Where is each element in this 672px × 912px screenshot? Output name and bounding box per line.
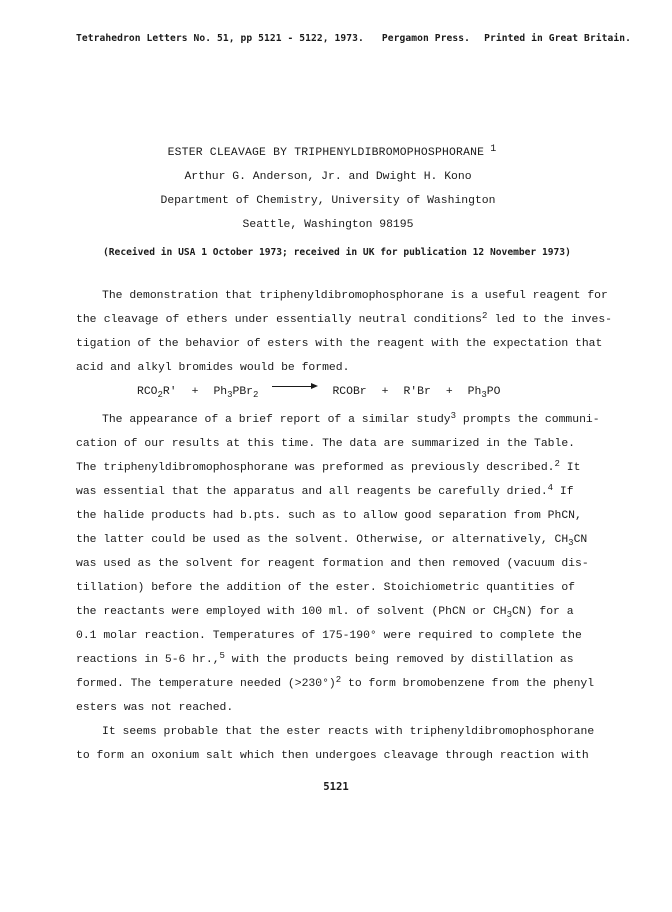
plus-sign: + bbox=[381, 386, 389, 398]
publisher: Pergamon Press. bbox=[381, 33, 471, 44]
received-dates: (Received in USA 1 October 1973; received in UK for publication 12 November 1973) bbox=[103, 247, 571, 258]
journal-header bbox=[76, 33, 631, 44]
reaction-arrow-icon bbox=[272, 381, 318, 391]
citation-ref: 4 bbox=[547, 483, 554, 493]
text-line: The appearance of a brief report of a similar study$^3$ prompts the communi- bbox=[102, 411, 600, 426]
affiliation-department: Department of Chemistry, University of Washington bbox=[160, 195, 496, 207]
text-line: esters was not reached. bbox=[76, 702, 234, 714]
text-line: The triphenyldibromophosphorane was preformed as previously described.$^2$ It bbox=[76, 459, 581, 474]
text-line: was essential that the apparatus and all reagents be carefully dried.$^4$ If bbox=[76, 483, 574, 498]
plus-sign: + bbox=[445, 386, 453, 398]
authors: Arthur G. Anderson, Jr. and Dwight H. Kono bbox=[184, 171, 472, 183]
reactant-ester: $RCO_2R'$ bbox=[137, 386, 177, 400]
affiliation-location: Seattle, Washington 98195 bbox=[242, 219, 414, 231]
text-line: the reactants were employed with 100 ml. of solvent (PhCN or $CH_3CN$) for a bbox=[76, 606, 574, 620]
citation-ref: 3 bbox=[450, 411, 457, 421]
product-alkyl-bromide: R'Br bbox=[403, 386, 431, 398]
citation-ref: 2 bbox=[554, 459, 560, 469]
title-text: ESTER CLEAVAGE BY TRIPHENYLDIBROMOPHOSPHORANE bbox=[167, 147, 485, 159]
product-phosphine-oxide: $Ph_3PO$ bbox=[467, 386, 501, 400]
title-footnote: 1 bbox=[490, 144, 497, 155]
text-line: the halide products had b.pts. such as to allow good separation from PhCN, bbox=[76, 510, 582, 522]
text-line: tigation of the behavior of esters with the reagent with the expectation that bbox=[76, 338, 603, 350]
reactant-phosphorane: $Ph_3PBr_2$ bbox=[213, 386, 259, 400]
reaction-equation bbox=[137, 384, 500, 398]
product-acyl-bromide: RCOBr bbox=[332, 386, 367, 398]
text-line: tillation) before the addition of the ester. Stoichiometric quantities of bbox=[76, 582, 575, 594]
text-line: the latter could be used as the solvent. Otherwise, or alternatively, $CH_3CN$ bbox=[76, 534, 588, 548]
text-line: The demonstration that triphenyldibromophosphorane is a useful reagent for bbox=[102, 290, 608, 302]
article-title bbox=[0, 144, 668, 159]
journal-citation: Tetrahedron Letters No. 51, pp 5121 - 5122, 1973. bbox=[76, 33, 364, 44]
text-line: acid and alkyl bromides would be formed. bbox=[76, 362, 350, 374]
text-line: to form an oxonium salt which then undergoes cleavage through reaction with bbox=[76, 750, 589, 762]
text-line: It seems probable that the ester reacts with triphenyldibromophosphorane bbox=[102, 726, 595, 738]
text-line: reactions in 5-6 hr.,$^5$ with the products being removed by distillation as bbox=[76, 651, 574, 666]
citation-ref: 2 bbox=[482, 311, 488, 321]
citation-ref: 5 bbox=[219, 651, 225, 661]
text-line: 0.1 molar reaction. Temperatures of 175-190° were required to complete the bbox=[76, 630, 582, 642]
citation-ref: 2 bbox=[335, 675, 342, 685]
text-line: the cleavage of ethers under essentially neutral conditions$^2$ led to the inves- bbox=[76, 311, 612, 326]
printed-location: Printed in Great Britain. bbox=[484, 33, 631, 44]
text-line: was used as the solvent for reagent formation and then removed (vacuum dis- bbox=[76, 558, 589, 570]
text-line: formed. The temperature needed (>230°)$^2$ to form bromobenzene from the phenyl bbox=[76, 675, 595, 690]
text-line: cation of our results at this time. The data are summarized in the Table. bbox=[76, 438, 575, 450]
page-number: 5121 bbox=[323, 781, 349, 793]
plus-sign: + bbox=[191, 386, 199, 398]
